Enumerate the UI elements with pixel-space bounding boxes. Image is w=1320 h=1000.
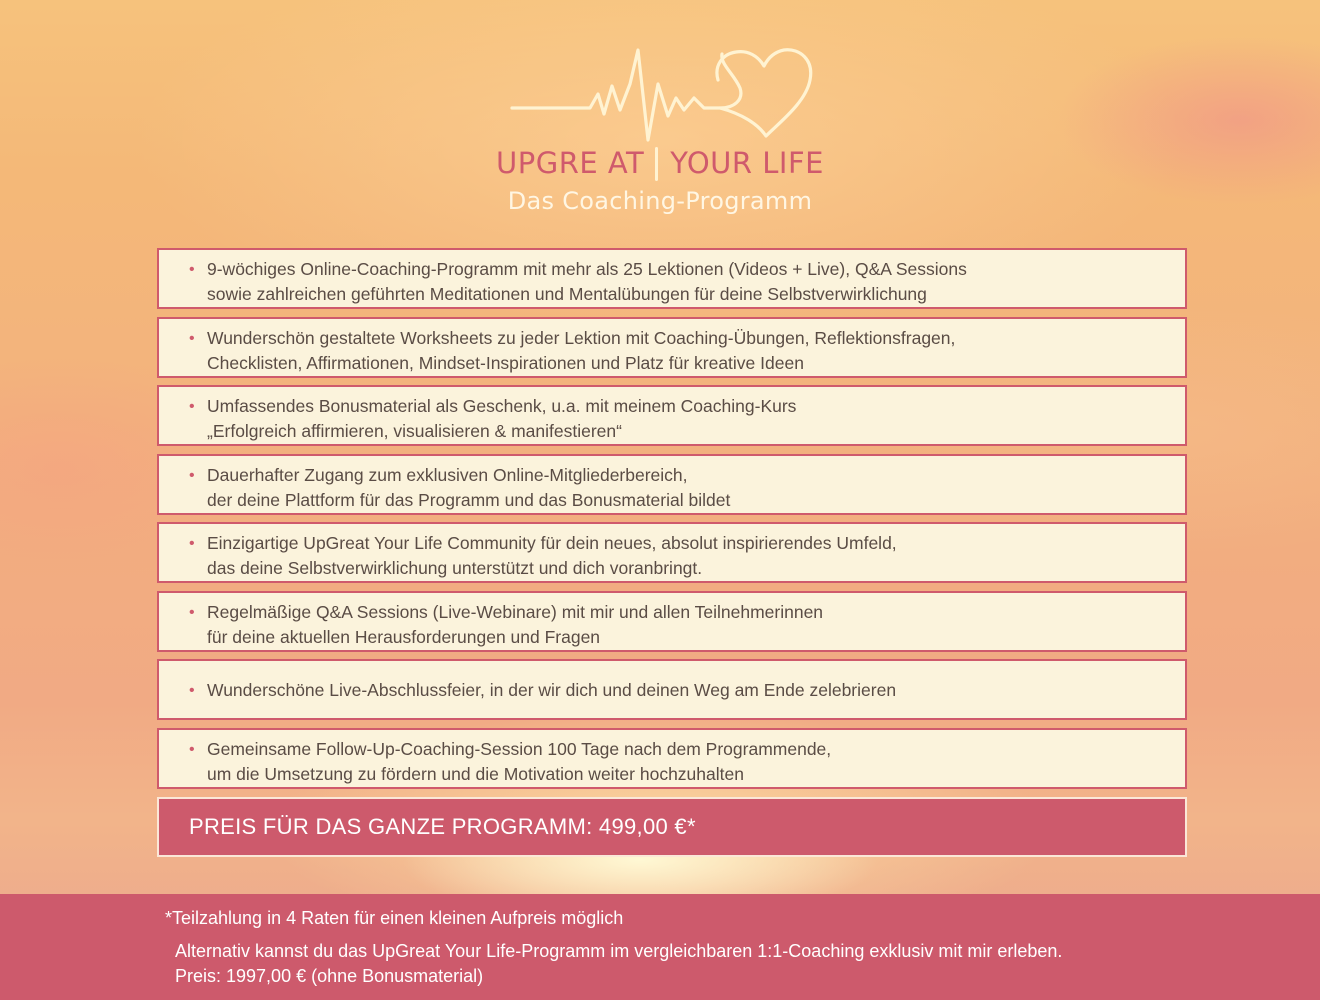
feature-text-line: Checklisten, Affirmationen, Mindset-Inspirationen und Platz für kreative Ideen: [207, 352, 804, 373]
feature-text-line: um die Umsetzung zu fördern und die Motivation weiter hochzuhalten: [207, 763, 744, 784]
feature-item-community: [157, 522, 1187, 583]
logo-heartbeat-heart-icon: [508, 44, 818, 144]
feature-text-line: • Dauerhafter Zugang zum exklusiven Online-Mitgliederbereich,: [207, 464, 688, 485]
feature-item-bonus: [157, 385, 1187, 446]
feature-text-line: • Einzigartige UpGreat Your Life Community für dein neues, absolut inspirierendes Umfeld,: [207, 533, 897, 553]
brand-title-right: YOUR LIFE: [670, 146, 824, 180]
feature-text-line: • Regelmäßige Q&A Sessions (Live-Webinare) mit mir und allen Teilnehmerinnen: [207, 601, 824, 622]
brand-title-divider: [644, 151, 670, 175]
feature-item-program: [157, 248, 1187, 309]
feature-item-closing-celebration: [157, 659, 1187, 720]
feature-text-line: „Erfolgreich affirmieren, visualisieren & manifestieren“: [207, 421, 622, 441]
feature-text-line: der deine Plattform für das Programm und das Bonusmaterial bildet: [207, 489, 731, 510]
installment-note: *Teilzahlung in 4 Raten für einen kleinen Aufpreis möglich: [165, 908, 624, 928]
price-banner: PREIS FÜR DAS GANZE PROGRAMM: 499,00 €*: [157, 797, 1187, 857]
feature-text-line: sowie zahlreichen geführten Meditationen und Mentalübungen für deine Selbstverwirklichung: [207, 284, 927, 304]
feature-text-line: • Gemeinsame Follow-Up-Coaching-Session 100 Tage nach dem Programmende,: [207, 738, 832, 759]
alternative-offer-line: Alternativ kannst du das UpGreat Your Life-Programm im vergleichbaren 1:1-Coaching exklusiv mit mir erleben.: [175, 941, 1063, 961]
feature-text-line: • Umfassendes Bonusmaterial als Geschenk, u.a. mit meinem Coaching-Kurs: [207, 396, 797, 416]
feature-list: [157, 248, 1187, 796]
feature-item-qa-sessions: [157, 591, 1187, 652]
feature-text-line: das deine Selbstverwirklichung unterstützt und dich voranbringt.: [207, 558, 703, 578]
brand-subtitle: Das Coaching-Programm: [507, 187, 813, 215]
brand-title-left: UPGRE AT: [496, 146, 645, 180]
feature-text-line: • Wunderschöne Live-Abschlussfeier, in der wir dich und deinen Weg am Ende zelebrieren: [207, 680, 897, 700]
feature-item-follow-up: [157, 728, 1187, 789]
feature-text-line: • Wunderschön gestaltete Worksheets zu jeder Lektion mit Coaching-Übungen, Reflektionsfragen,: [207, 327, 956, 348]
feature-item-worksheets: [157, 317, 1187, 378]
alternative-offer-price: Preis: 1997,00 € (ohne Bonusmaterial): [175, 966, 484, 986]
alternative-offer: [175, 939, 1062, 989]
feature-item-member-area: [157, 454, 1187, 515]
feature-text-line: • 9-wöchiges Online-Coaching-Programm mit mehr als 25 Lektionen (Videos + Live), Q&A Sessions: [207, 259, 967, 279]
footer-bar: [0, 894, 1320, 1000]
feature-text-line: für deine aktuellen Herausforderungen und Fragen: [207, 626, 601, 647]
brand-title: [0, 146, 1320, 180]
